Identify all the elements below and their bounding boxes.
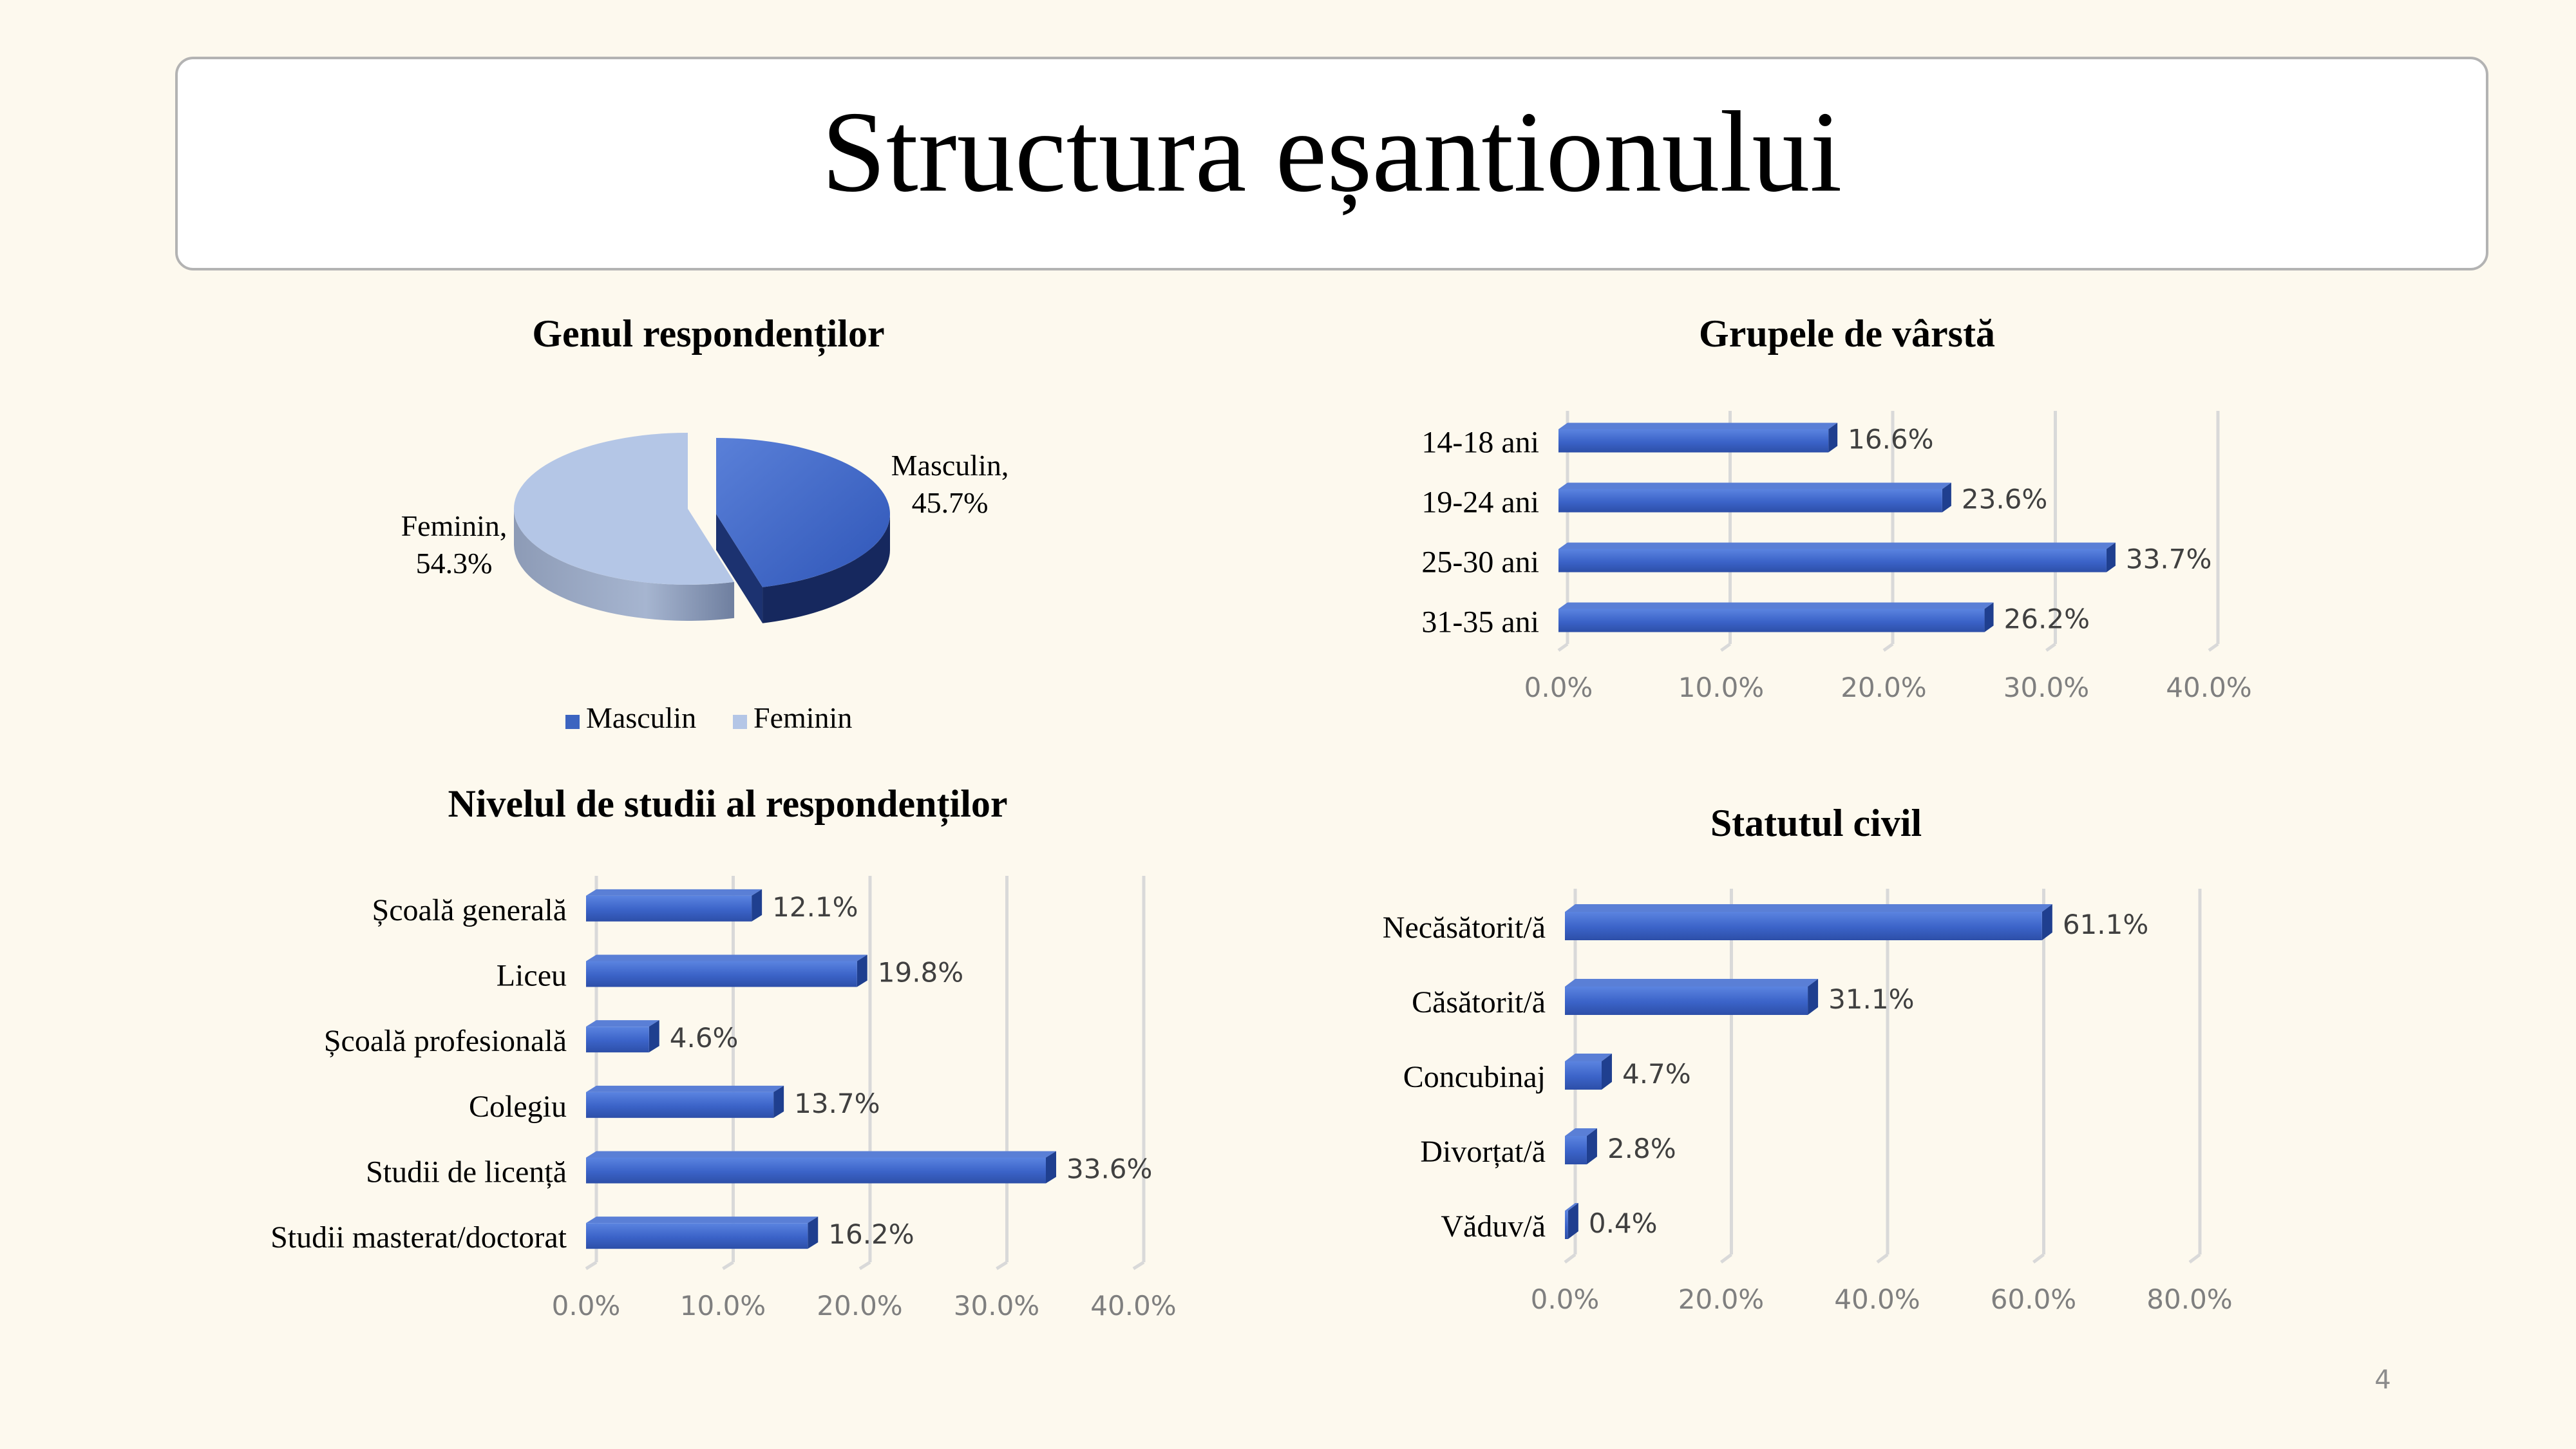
bar bbox=[586, 1158, 1046, 1184]
civil-status-bar-chart bbox=[1327, 792, 2293, 1359]
category-label: 14-18 ani bbox=[1421, 425, 1539, 460]
category-label: 25-30 ani bbox=[1421, 545, 1539, 580]
bar-top bbox=[586, 1217, 818, 1223]
category-label: Studii de licență bbox=[366, 1155, 567, 1189]
x-tick-label: 10.0% bbox=[679, 1290, 766, 1321]
data-label: 16.2% bbox=[828, 1218, 914, 1251]
data-label: 16.6% bbox=[1848, 423, 1934, 455]
bar-top bbox=[1565, 904, 2052, 912]
bar-top bbox=[1558, 483, 1951, 489]
category-label: 31-35 ani bbox=[1421, 605, 1539, 639]
data-label: 12.1% bbox=[772, 891, 858, 923]
legend-swatch-feminin bbox=[733, 715, 747, 729]
bar-top bbox=[586, 1151, 1056, 1158]
data-label: 4.6% bbox=[669, 1022, 739, 1054]
bar bbox=[1565, 1136, 1587, 1164]
gender-pie-chart bbox=[361, 303, 1198, 766]
gridline-floor bbox=[1884, 644, 1893, 650]
x-tick-label: 60.0% bbox=[1990, 1283, 2077, 1315]
pie-data-label-masculin: Masculin, 45.7% bbox=[891, 449, 1009, 519]
category-label: Văduv/ă bbox=[1441, 1209, 1546, 1244]
x-tick-label: 0.0% bbox=[1530, 1283, 1600, 1315]
x-tick-label: 30.0% bbox=[2003, 672, 2090, 703]
bar-top bbox=[1565, 979, 1818, 987]
bar bbox=[586, 1027, 649, 1052]
gridline-floor bbox=[1721, 644, 1730, 650]
bar-top bbox=[1558, 543, 2116, 549]
data-label: 4.7% bbox=[1622, 1058, 1691, 1090]
x-tick-label: 0.0% bbox=[1524, 672, 1593, 703]
bar-top bbox=[1558, 603, 1994, 609]
bar bbox=[1558, 549, 2107, 573]
category-label: Necăsătorit/ă bbox=[1382, 911, 1546, 945]
x-tick-label: 30.0% bbox=[953, 1290, 1040, 1321]
gridline-floor bbox=[586, 1262, 596, 1269]
x-tick-label: 40.0% bbox=[2166, 672, 2252, 703]
gridline-floor bbox=[1565, 1255, 1575, 1262]
bar bbox=[1558, 489, 1942, 513]
x-tick-label: 0.0% bbox=[551, 1290, 621, 1321]
bar bbox=[586, 1223, 808, 1249]
bar bbox=[1558, 430, 1828, 453]
data-label: 33.7% bbox=[2125, 543, 2212, 575]
x-tick-label: 20.0% bbox=[817, 1290, 903, 1321]
age-groups-bar-chart bbox=[1352, 303, 2318, 766]
data-label: 2.8% bbox=[1607, 1133, 1676, 1164]
x-tick-label: 40.0% bbox=[1834, 1283, 1920, 1315]
x-tick-label: 40.0% bbox=[1090, 1290, 1177, 1321]
pie-data-label-feminin: Feminin, 54.3% bbox=[401, 509, 507, 580]
education-bar-chart bbox=[219, 773, 1249, 1378]
chart-title: Grupele de vârstă bbox=[1699, 312, 1995, 355]
bar bbox=[1558, 609, 1985, 632]
title-box bbox=[175, 57, 2488, 270]
data-label: 33.6% bbox=[1066, 1153, 1153, 1185]
gridline-floor bbox=[2209, 644, 2218, 650]
gridline-floor bbox=[2034, 1255, 2044, 1262]
data-label: 0.4% bbox=[1588, 1208, 1658, 1239]
x-tick-label: 20.0% bbox=[1841, 672, 1927, 703]
legend-label-masculin: Masculin bbox=[586, 701, 697, 734]
bar bbox=[586, 896, 752, 922]
bar-top bbox=[586, 1020, 659, 1027]
bar bbox=[1565, 912, 2042, 940]
bar-top bbox=[586, 1086, 784, 1092]
page-number: 4 bbox=[2374, 1365, 2391, 1395]
gridline-floor bbox=[997, 1262, 1007, 1269]
gridline-floor bbox=[1133, 1262, 1144, 1269]
data-label: 61.1% bbox=[2062, 909, 2149, 940]
legend-swatch-masculin bbox=[565, 715, 580, 729]
bar bbox=[586, 961, 857, 987]
category-label: Colegiu bbox=[469, 1089, 567, 1124]
gridline-floor bbox=[1558, 644, 1567, 650]
gridline-floor bbox=[1721, 1255, 1732, 1262]
bar-top bbox=[586, 955, 867, 961]
data-label: 23.6% bbox=[1961, 483, 2048, 515]
slide-title: Structura eșantionului bbox=[821, 88, 1842, 216]
category-label: Studii masterat/doctorat bbox=[270, 1220, 567, 1255]
chart-title: Statutul civil bbox=[1710, 802, 1922, 844]
gridline-floor bbox=[723, 1262, 734, 1269]
bar bbox=[1565, 1211, 1568, 1239]
data-label: 31.1% bbox=[1828, 983, 1915, 1015]
gridline-floor bbox=[2190, 1255, 2200, 1262]
x-tick-label: 80.0% bbox=[2146, 1283, 2233, 1315]
gridline-floor bbox=[860, 1262, 870, 1269]
category-label: Divorțat/ă bbox=[1420, 1135, 1546, 1169]
data-label: 26.2% bbox=[2003, 603, 2090, 635]
bar bbox=[586, 1092, 773, 1118]
category-label: Concubinaj bbox=[1403, 1060, 1546, 1094]
category-label: Școală generală bbox=[372, 893, 567, 927]
gridline-floor bbox=[1877, 1255, 1888, 1262]
bar bbox=[1565, 1061, 1602, 1090]
x-tick-label: 20.0% bbox=[1678, 1283, 1765, 1315]
category-label: Școală profesională bbox=[323, 1024, 567, 1059]
legend-label-feminin: Feminin bbox=[753, 701, 853, 734]
category-label: Căsătorit/ă bbox=[1412, 985, 1546, 1019]
bar bbox=[1565, 987, 1808, 1015]
gridline-floor bbox=[2047, 644, 2056, 650]
category-label: 19-24 ani bbox=[1421, 485, 1539, 520]
data-label: 19.8% bbox=[877, 956, 964, 989]
bar-top bbox=[586, 889, 762, 896]
chart-title: Genul respondenților bbox=[532, 312, 885, 355]
category-label: Liceu bbox=[496, 958, 567, 993]
x-tick-label: 10.0% bbox=[1678, 672, 1765, 703]
bar-top bbox=[1558, 423, 1837, 430]
chart-title: Nivelul de studii al respondenților bbox=[448, 782, 1008, 825]
data-label: 13.7% bbox=[794, 1087, 880, 1119]
